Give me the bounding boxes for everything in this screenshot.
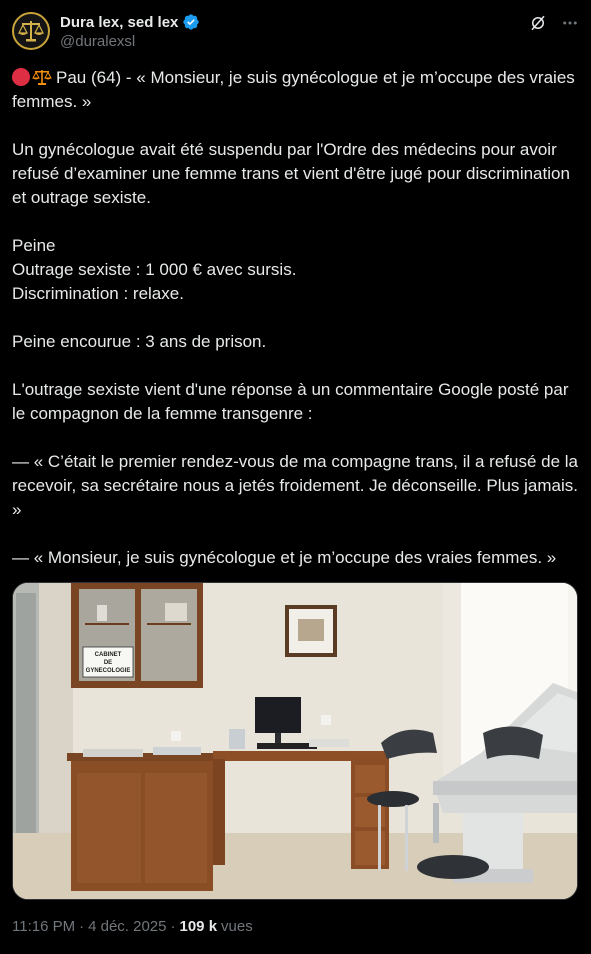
meta-separator: · — [79, 918, 85, 935]
quote-1: — « C’était le premier rendez-vous de ma compagne trans, il a refusé de la recevoir, sa secrétaire nous a jetés froidement. Je déconseille. Plus jamais. » — [12, 452, 583, 519]
grok-icon[interactable] — [529, 14, 547, 32]
peine-line-1: Outrage sexiste : 1 000 € avec sursis. — [12, 260, 297, 279]
peine-line-2: Discrimination : relaxe. — [12, 284, 184, 303]
views-count[interactable]: 109 k — [179, 918, 218, 935]
red-circle-icon — [12, 68, 30, 86]
tweet-paragraph-2: Un gynécologue avait été suspendu par l'Ordre des médecins pour avoir refusé d’examiner une femme trans et vient d'être jugé pour discrimination et outrage sexiste. — [12, 140, 575, 207]
author-handle[interactable]: @duralexsl — [60, 33, 136, 50]
header-actions — [529, 14, 579, 32]
name-row — [60, 12, 200, 32]
sign-line-3: GYNECOLOGIE — [85, 668, 131, 674]
peine-title: Peine — [12, 236, 56, 255]
meta-separator-2: · — [170, 918, 176, 935]
tweet-time[interactable]: 11:16 PM — [12, 918, 76, 935]
author-display-name[interactable]: Dura lex, sed lex — [60, 13, 179, 31]
balance-scale-icon — [32, 68, 52, 86]
tweet-media-image[interactable] — [12, 582, 578, 900]
more-horizontal-icon[interactable] — [561, 14, 579, 32]
verified-badge-icon — [182, 13, 200, 31]
office-photo — [13, 583, 578, 900]
tweet-meta — [12, 918, 253, 935]
tweet-text — [12, 66, 583, 570]
tweet-paragraph-5: L'outrage sexiste vient d'une réponse à un commentaire Google posté par le compagnon de la femme transgenre : — [12, 380, 574, 423]
peine-encourue: Peine encourue : 3 ans de prison. — [12, 332, 267, 351]
tweet-date[interactable]: 4 déc. 2025 — [88, 918, 167, 935]
author-avatar[interactable] — [12, 12, 50, 50]
sign-line-1: CABINET — [94, 652, 122, 658]
tweet-line-1: Pau (64) - « Monsieur, je suis gynécologue et je m’occupe des vraies femmes. » — [12, 68, 580, 111]
scales-of-justice-icon — [14, 14, 48, 48]
views-label: vues — [221, 918, 253, 935]
sign-line-2: DE — [103, 660, 113, 666]
tweet-header — [12, 10, 579, 54]
quote-2: — « Monsieur, je suis gynécologue et je m’occupe des vraies femmes. » — [12, 548, 557, 567]
author-info — [60, 12, 200, 50]
